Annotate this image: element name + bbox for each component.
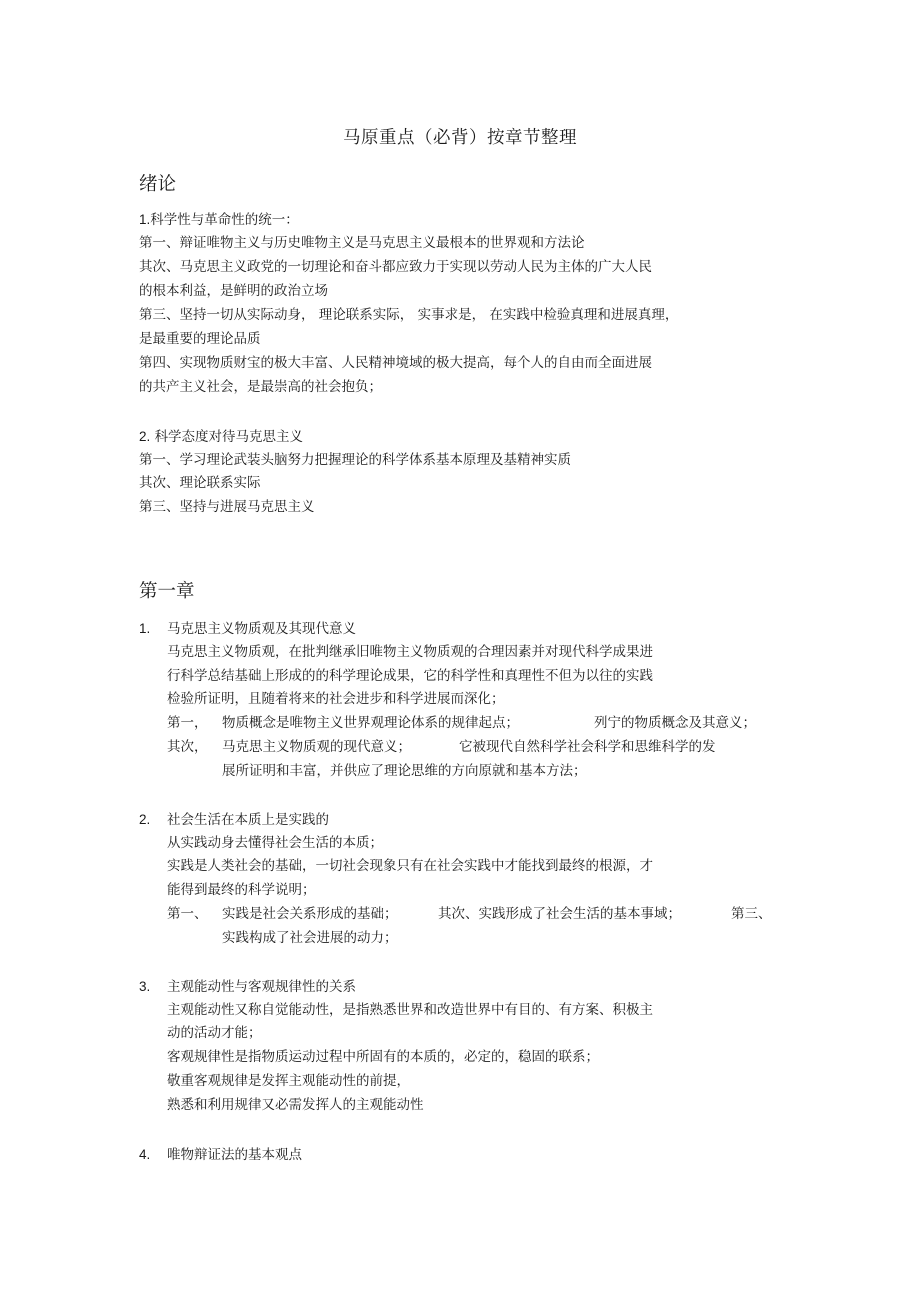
- ch1-item4-heading: 唯物辩证法的基本观点: [167, 1147, 302, 1163]
- ch1-item3-line: 敬重客观规律是发挥主观能动性的前提，: [167, 1073, 410, 1089]
- intro-s1-line: 其次、马克思主义政党的一切理论和奋斗都应致力于实现以劳动人民为主体的广大人民: [139, 259, 652, 275]
- intro-s2-heading-text: 科学态度对待马克思主义: [154, 429, 304, 445]
- intro-s2-line: 其次、理论联系实际: [139, 475, 261, 491]
- ch1-item3-line: 动的活动才能；: [167, 1025, 262, 1041]
- ch1-item2-point-label: 第一、: [167, 906, 208, 922]
- document-title: 马原重点（必背）按章节整理: [343, 128, 577, 148]
- ch1-item1-line: 马克思主义物质观，在批判继承旧唯物主义物质观的合理因素并对现代科学成果进: [167, 644, 653, 660]
- intro-s1-line: 第三、坚持一切从实际动身， 理论联系实际， 实事求是， 在实践中检验真理和进展真理，: [139, 307, 679, 323]
- ch1-item1-point-label: 其次，: [167, 739, 208, 755]
- ch1-item4-number: 4.: [139, 1147, 151, 1162]
- ch1-item1-point-label: 第一，: [167, 715, 208, 731]
- ch1-item2-point-text: 其次、实践形成了社会生活的基本事域；: [438, 906, 681, 922]
- ch1-item3-number: 3.: [139, 979, 151, 994]
- ch1-item2-point-text: 第三、: [731, 906, 772, 922]
- ch1-item2-number: 2.: [139, 812, 151, 827]
- ch1-item3-line: 客观规律性是指物质运动过程中所固有的本质的，必定的，稳固的联系；: [167, 1049, 599, 1065]
- intro-s1-line: 的根本利益，是鲜明的政治立场: [139, 283, 328, 299]
- ch1-item1-line: 行科学总结基础上形成的的科学理论成果，它的科学性和真理性不但为以往的实践: [167, 668, 653, 684]
- intro-s1-heading: [139, 211, 299, 229]
- ch1-item1-number: 1.: [139, 621, 151, 636]
- intro-s2-heading: [139, 428, 303, 446]
- intro-s2-number: 2.: [139, 429, 151, 444]
- ch1-item2-heading: 社会生活在本质上是实践的: [167, 812, 329, 828]
- ch1-item1-point-text: 物质概念是唯物主义世界观理论体系的规律起点；: [222, 715, 519, 731]
- ch1-item2-point-text: 实践是社会关系形成的基础；: [222, 906, 398, 922]
- ch1-item3-heading: 主观能动性与客观规律性的关系: [167, 979, 356, 995]
- ch1-item1-heading: 马克思主义物质观及其现代意义: [167, 621, 356, 637]
- section-heading-intro: 绪论: [139, 174, 177, 195]
- ch1-item3-line: 熟悉和利用规律又必需发挥人的主观能动性: [167, 1097, 424, 1113]
- ch1-item2-line: 实践是人类社会的基础，一切社会现象只有在社会实践中才能找到最终的根源，才: [167, 858, 653, 874]
- intro-s1-line: 第四、实现物质财宝的极大丰富、人民精神境域的极大提高，每个人的自由而全面进展: [139, 355, 652, 371]
- ch1-item1-line: 检验所证明，且随着将来的社会进步和科学进展而深化；: [167, 691, 505, 707]
- ch1-item3-line: 主观能动性又称自觉能动性，是指熟悉世界和改造世界中有目的、有方案、积极主: [167, 1002, 653, 1018]
- ch1-item1-point-text: 马克思主义物质观的现代意义；: [222, 739, 411, 755]
- intro-s2-line: 第三、坚持与进展马克思主义: [139, 499, 315, 515]
- ch1-item1-point-text: 列宁的物质概念及其意义；: [594, 715, 756, 731]
- ch1-item2-line: 能得到最终的科学说明；: [167, 882, 316, 898]
- intro-s1-line: 第一、辩证唯物主义与历史唯物主义是马克思主义最根本的世界观和方法论: [139, 235, 585, 251]
- intro-s1-line: 的共产主义社会，是最崇高的社会抱负；: [139, 379, 382, 395]
- section-heading-chapter1: 第一章: [139, 581, 195, 602]
- ch1-item1-point-text: 它被现代自然科学社会科学和思维科学的发: [459, 739, 716, 755]
- intro-s1-heading-text: 1.科学性与革命性的统一：: [139, 212, 299, 227]
- ch1-item1-point-cont: 展所证明和丰富，并供应了理论思维的方向原就和基本方法；: [222, 763, 587, 779]
- intro-s2-line: 第一、学习理论武装头脑努力把握理论的科学体系基本原理及基精神实质: [139, 452, 571, 468]
- intro-s1-line: 是最重要的理论品质: [139, 331, 261, 347]
- ch1-item2-point-cont: 实践构成了社会进展的动力；: [222, 930, 398, 946]
- ch1-item2-line: 从实践动身去懂得社会生活的本质；: [167, 835, 383, 851]
